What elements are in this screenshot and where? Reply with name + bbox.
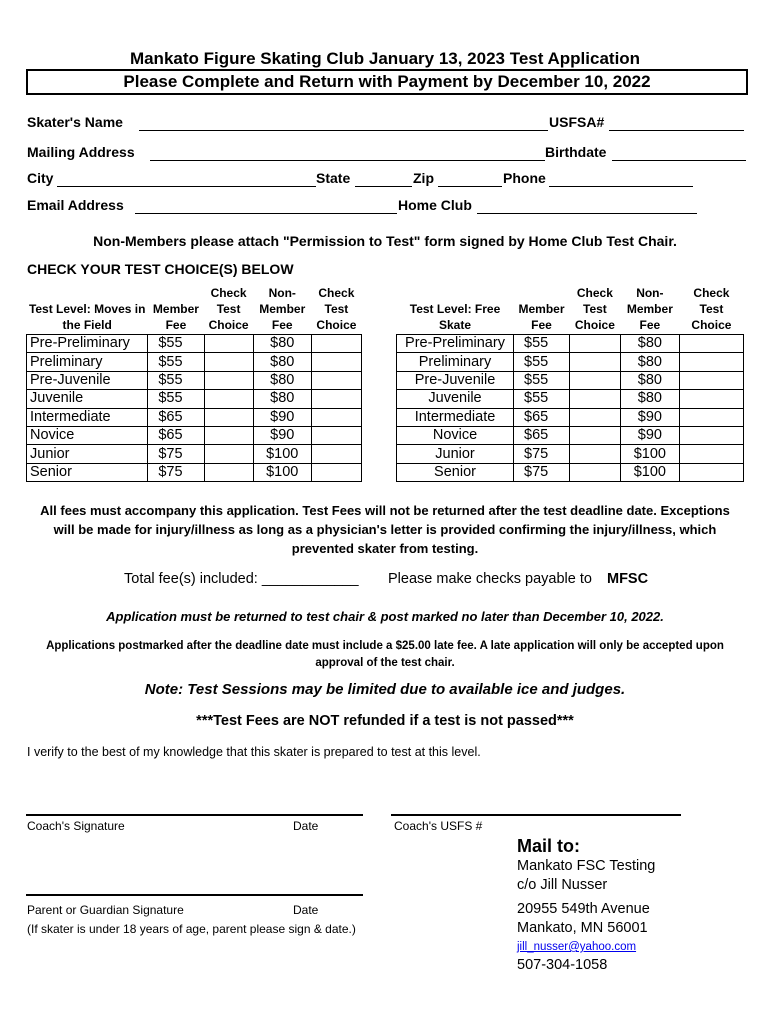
level-cell: Juvenile xyxy=(27,390,148,408)
mail-line-1: Mankato FSC Testing xyxy=(517,858,656,874)
nonmember-fee-cell: $90 xyxy=(253,408,311,426)
level-cell: Intermediate xyxy=(397,408,514,426)
level-cell: Novice xyxy=(397,426,514,444)
mail-email-link[interactable]: jill_nusser@yahoo.com xyxy=(517,941,637,953)
moves-header-nonmember: Non-Member Fee xyxy=(259,286,306,332)
moves-header-check1: Check Test Choice xyxy=(208,286,249,332)
check-heading: CHECK YOUR TEST CHOICE(S) BELOW xyxy=(27,261,294,277)
member-check-cell[interactable] xyxy=(569,445,620,463)
nonmember-fee-cell: $100 xyxy=(253,445,311,463)
coach-date-label: Date xyxy=(293,819,319,833)
nonmember-fee-cell: $100 xyxy=(620,463,679,481)
nonmember-fee-cell: $80 xyxy=(620,335,679,353)
parent-date-label: Date xyxy=(293,903,319,917)
free-header-nonmember: Non-Member Fee xyxy=(626,286,673,332)
member-fee-cell: $75 xyxy=(148,445,204,463)
nonmember-check-cell[interactable] xyxy=(311,371,361,389)
level-cell: Pre-Preliminary xyxy=(397,335,514,353)
free-skate-table xyxy=(396,283,744,482)
moves-header-check2: Check Test Choice xyxy=(316,286,357,332)
moves-table xyxy=(26,283,362,482)
nonmember-check-cell[interactable] xyxy=(679,371,743,389)
member-check-cell[interactable] xyxy=(569,335,620,353)
nonmember-fee-cell: $90 xyxy=(620,426,679,444)
nonmember-check-cell[interactable] xyxy=(311,445,361,463)
level-cell: Senior xyxy=(27,463,148,481)
nonmember-fee-cell: $100 xyxy=(253,463,311,481)
birthdate-label: Birthdate xyxy=(545,144,607,160)
parent-signature-label: Parent or Guardian Signature xyxy=(27,903,184,917)
member-check-cell[interactable] xyxy=(569,463,620,481)
home-club-field[interactable] xyxy=(477,213,697,214)
usfsa-field[interactable] xyxy=(609,130,744,131)
usfsa-label: USFSA# xyxy=(549,114,605,130)
table-row xyxy=(27,426,362,444)
member-fee-cell: $55 xyxy=(148,353,204,371)
mail-line-2: c/o Jill Nusser xyxy=(517,877,608,893)
nonmember-check-cell[interactable] xyxy=(679,426,743,444)
moves-header-level: Test Level: Moves in the Field xyxy=(28,302,146,332)
city-label: City xyxy=(27,170,54,186)
payee: MFSC xyxy=(607,571,649,587)
skater-name-label: Skater's Name xyxy=(27,114,123,130)
mail-line-4: Mankato, MN 56001 xyxy=(517,920,648,936)
level-cell: Novice xyxy=(27,426,148,444)
nonmember-check-cell[interactable] xyxy=(679,463,743,481)
member-fee-cell: $65 xyxy=(148,408,204,426)
skater-name-field[interactable] xyxy=(139,130,548,131)
table-row xyxy=(397,426,744,444)
level-cell: Intermediate xyxy=(27,408,148,426)
table-row xyxy=(27,445,362,463)
coach-signature-label: Coach's Signature xyxy=(27,819,125,833)
member-check-cell[interactable] xyxy=(204,390,253,408)
nonmember-check-cell[interactable] xyxy=(311,408,361,426)
table-row xyxy=(397,408,744,426)
member-check-cell[interactable] xyxy=(204,463,253,481)
level-cell: Junior xyxy=(27,445,148,463)
member-fee-cell: $55 xyxy=(148,371,204,389)
nonmember-fee-cell: $80 xyxy=(253,371,311,389)
nonmember-fee-cell: $80 xyxy=(253,353,311,371)
mail-line-3: 20955 549th Avenue xyxy=(517,901,650,917)
member-fee-cell: $55 xyxy=(148,335,204,353)
level-cell: Senior xyxy=(397,463,514,481)
member-check-cell[interactable] xyxy=(569,353,620,371)
fees-note: All fees must accompany this application. Test Fees will not be returned after the test deadline date. Exceptions will be made for injury/illness as long as a physician's letter is provided confirming the injury/illness, which prevented skater from testing. xyxy=(40,503,730,556)
member-fee-cell: $75 xyxy=(514,463,570,481)
level-cell: Preliminary xyxy=(27,353,148,371)
free-header-check2: Check Test Choice xyxy=(691,286,732,332)
nonmember-fee-cell: $90 xyxy=(253,426,311,444)
table-row xyxy=(27,390,362,408)
nonmember-fee-cell: $80 xyxy=(253,335,311,353)
table-row xyxy=(397,445,744,463)
free-header-check1: Check Test Choice xyxy=(574,286,615,332)
member-check-cell[interactable] xyxy=(204,335,253,353)
level-cell: Pre-Juvenile xyxy=(397,371,514,389)
home-club-label: Home Club xyxy=(398,197,472,213)
member-fee-cell: $75 xyxy=(148,463,204,481)
mailing-address-field[interactable] xyxy=(150,160,545,161)
parent-signature-line[interactable] xyxy=(26,894,363,896)
nonmember-check-cell[interactable] xyxy=(311,335,361,353)
member-fee-cell: $55 xyxy=(514,371,570,389)
nonmember-fee-cell: $90 xyxy=(620,408,679,426)
table-row xyxy=(397,463,744,481)
free-header-member: Member Fee xyxy=(518,302,565,332)
level-cell: Junior xyxy=(397,445,514,463)
free-header-level: Test Level: Free Skate xyxy=(409,302,501,332)
member-fee-cell: $65 xyxy=(514,408,570,426)
nonmember-note: Non-Members please attach "Permission to Test" form signed by Home Club Test Chair. xyxy=(93,233,677,249)
level-cell: Pre-Preliminary xyxy=(27,335,148,353)
table-row xyxy=(397,371,744,389)
moves-header-member: Member Fee xyxy=(152,302,199,332)
nonmember-fee-cell: $80 xyxy=(620,390,679,408)
member-check-cell[interactable] xyxy=(569,426,620,444)
level-cell: Juvenile xyxy=(397,390,514,408)
free-table-header xyxy=(397,283,744,335)
nonmember-fee-cell: $100 xyxy=(620,445,679,463)
member-check-cell[interactable] xyxy=(204,408,253,426)
zip-label: Zip xyxy=(413,170,434,186)
birthdate-field[interactable] xyxy=(612,160,746,161)
zip-field[interactable] xyxy=(438,186,502,187)
member-fee-cell: $65 xyxy=(514,426,570,444)
page-subtitle: Please Complete and Return with Payment by December 10, 2022 xyxy=(26,69,748,95)
city-field[interactable] xyxy=(57,186,316,187)
table-row xyxy=(397,335,744,353)
member-fee-cell: $65 xyxy=(148,426,204,444)
member-check-cell[interactable] xyxy=(569,390,620,408)
state-label: State xyxy=(316,170,351,186)
member-fee-cell: $75 xyxy=(514,445,570,463)
member-check-cell[interactable] xyxy=(569,371,620,389)
table-row xyxy=(27,463,362,481)
nonmember-check-cell[interactable] xyxy=(679,445,743,463)
total-fees: Total fee(s) included: ____________ xyxy=(124,571,359,587)
member-check-cell[interactable] xyxy=(204,371,253,389)
nonmember-check-cell[interactable] xyxy=(679,408,743,426)
deadline-note: Application must be returned to test chair & post marked no later than December 10, 2022. xyxy=(106,609,664,624)
nonmember-check-cell[interactable] xyxy=(311,426,361,444)
nonmember-fee-cell: $80 xyxy=(620,353,679,371)
table-row xyxy=(397,390,744,408)
level-cell: Pre-Juvenile xyxy=(27,371,148,389)
table-row xyxy=(27,353,362,371)
page-title: Mankato Figure Skating Club January 13, 2023 Test Application xyxy=(129,49,641,68)
member-check-cell[interactable] xyxy=(204,445,253,463)
coach-usfs-label: Coach's USFS # xyxy=(394,819,483,833)
member-check-cell[interactable] xyxy=(204,426,253,444)
coach-usfs-line[interactable] xyxy=(391,814,681,816)
email-field[interactable] xyxy=(135,213,397,214)
level-cell: Preliminary xyxy=(397,353,514,371)
sessions-note: Note: Test Sessions may be limited due to available ice and judges. xyxy=(144,681,626,698)
member-check-cell[interactable] xyxy=(569,408,620,426)
state-field[interactable] xyxy=(355,186,412,187)
parent-note: (If skater is under 18 years of age, parent please sign & date.) xyxy=(27,922,356,936)
phone-label: Phone xyxy=(503,170,546,186)
email-label: Email Address xyxy=(27,197,124,213)
nonmember-check-cell[interactable] xyxy=(311,390,361,408)
nonmember-check-cell[interactable] xyxy=(311,463,361,481)
late-fee-note: Applications postmarked after the deadline date must include a $25.00 late fee. A late application will only be accepted upon approval of the test chair. xyxy=(46,640,724,669)
moves-table-header xyxy=(27,283,362,335)
nonmember-check-cell[interactable] xyxy=(679,390,743,408)
member-fee-cell: $55 xyxy=(514,353,570,371)
mailing-address-label: Mailing Address xyxy=(27,144,135,160)
refund-note: ***Test Fees are NOT refunded if a test is not passed*** xyxy=(196,713,574,729)
phone-field[interactable] xyxy=(549,186,693,187)
member-fee-cell: $55 xyxy=(514,390,570,408)
nonmember-fee-cell: $80 xyxy=(620,371,679,389)
mail-phone: 507-304-1058 xyxy=(517,957,608,973)
table-row xyxy=(27,371,362,389)
table-row xyxy=(397,353,744,371)
table-row xyxy=(27,335,362,353)
member-check-cell[interactable] xyxy=(204,353,253,371)
coach-signature-line[interactable] xyxy=(26,814,363,816)
member-fee-cell: $55 xyxy=(514,335,570,353)
member-fee-cell: $55 xyxy=(148,390,204,408)
table-row xyxy=(27,408,362,426)
checks-payable: Please make checks payable to xyxy=(388,571,592,587)
nonmember-check-cell[interactable] xyxy=(311,353,361,371)
nonmember-check-cell[interactable] xyxy=(679,335,743,353)
mail-to-heading: Mail to: xyxy=(517,836,580,856)
verify-note: I verify to the best of my knowledge that this skater is prepared to test at this level. xyxy=(27,745,481,759)
nonmember-check-cell[interactable] xyxy=(679,353,743,371)
nonmember-fee-cell: $80 xyxy=(253,390,311,408)
